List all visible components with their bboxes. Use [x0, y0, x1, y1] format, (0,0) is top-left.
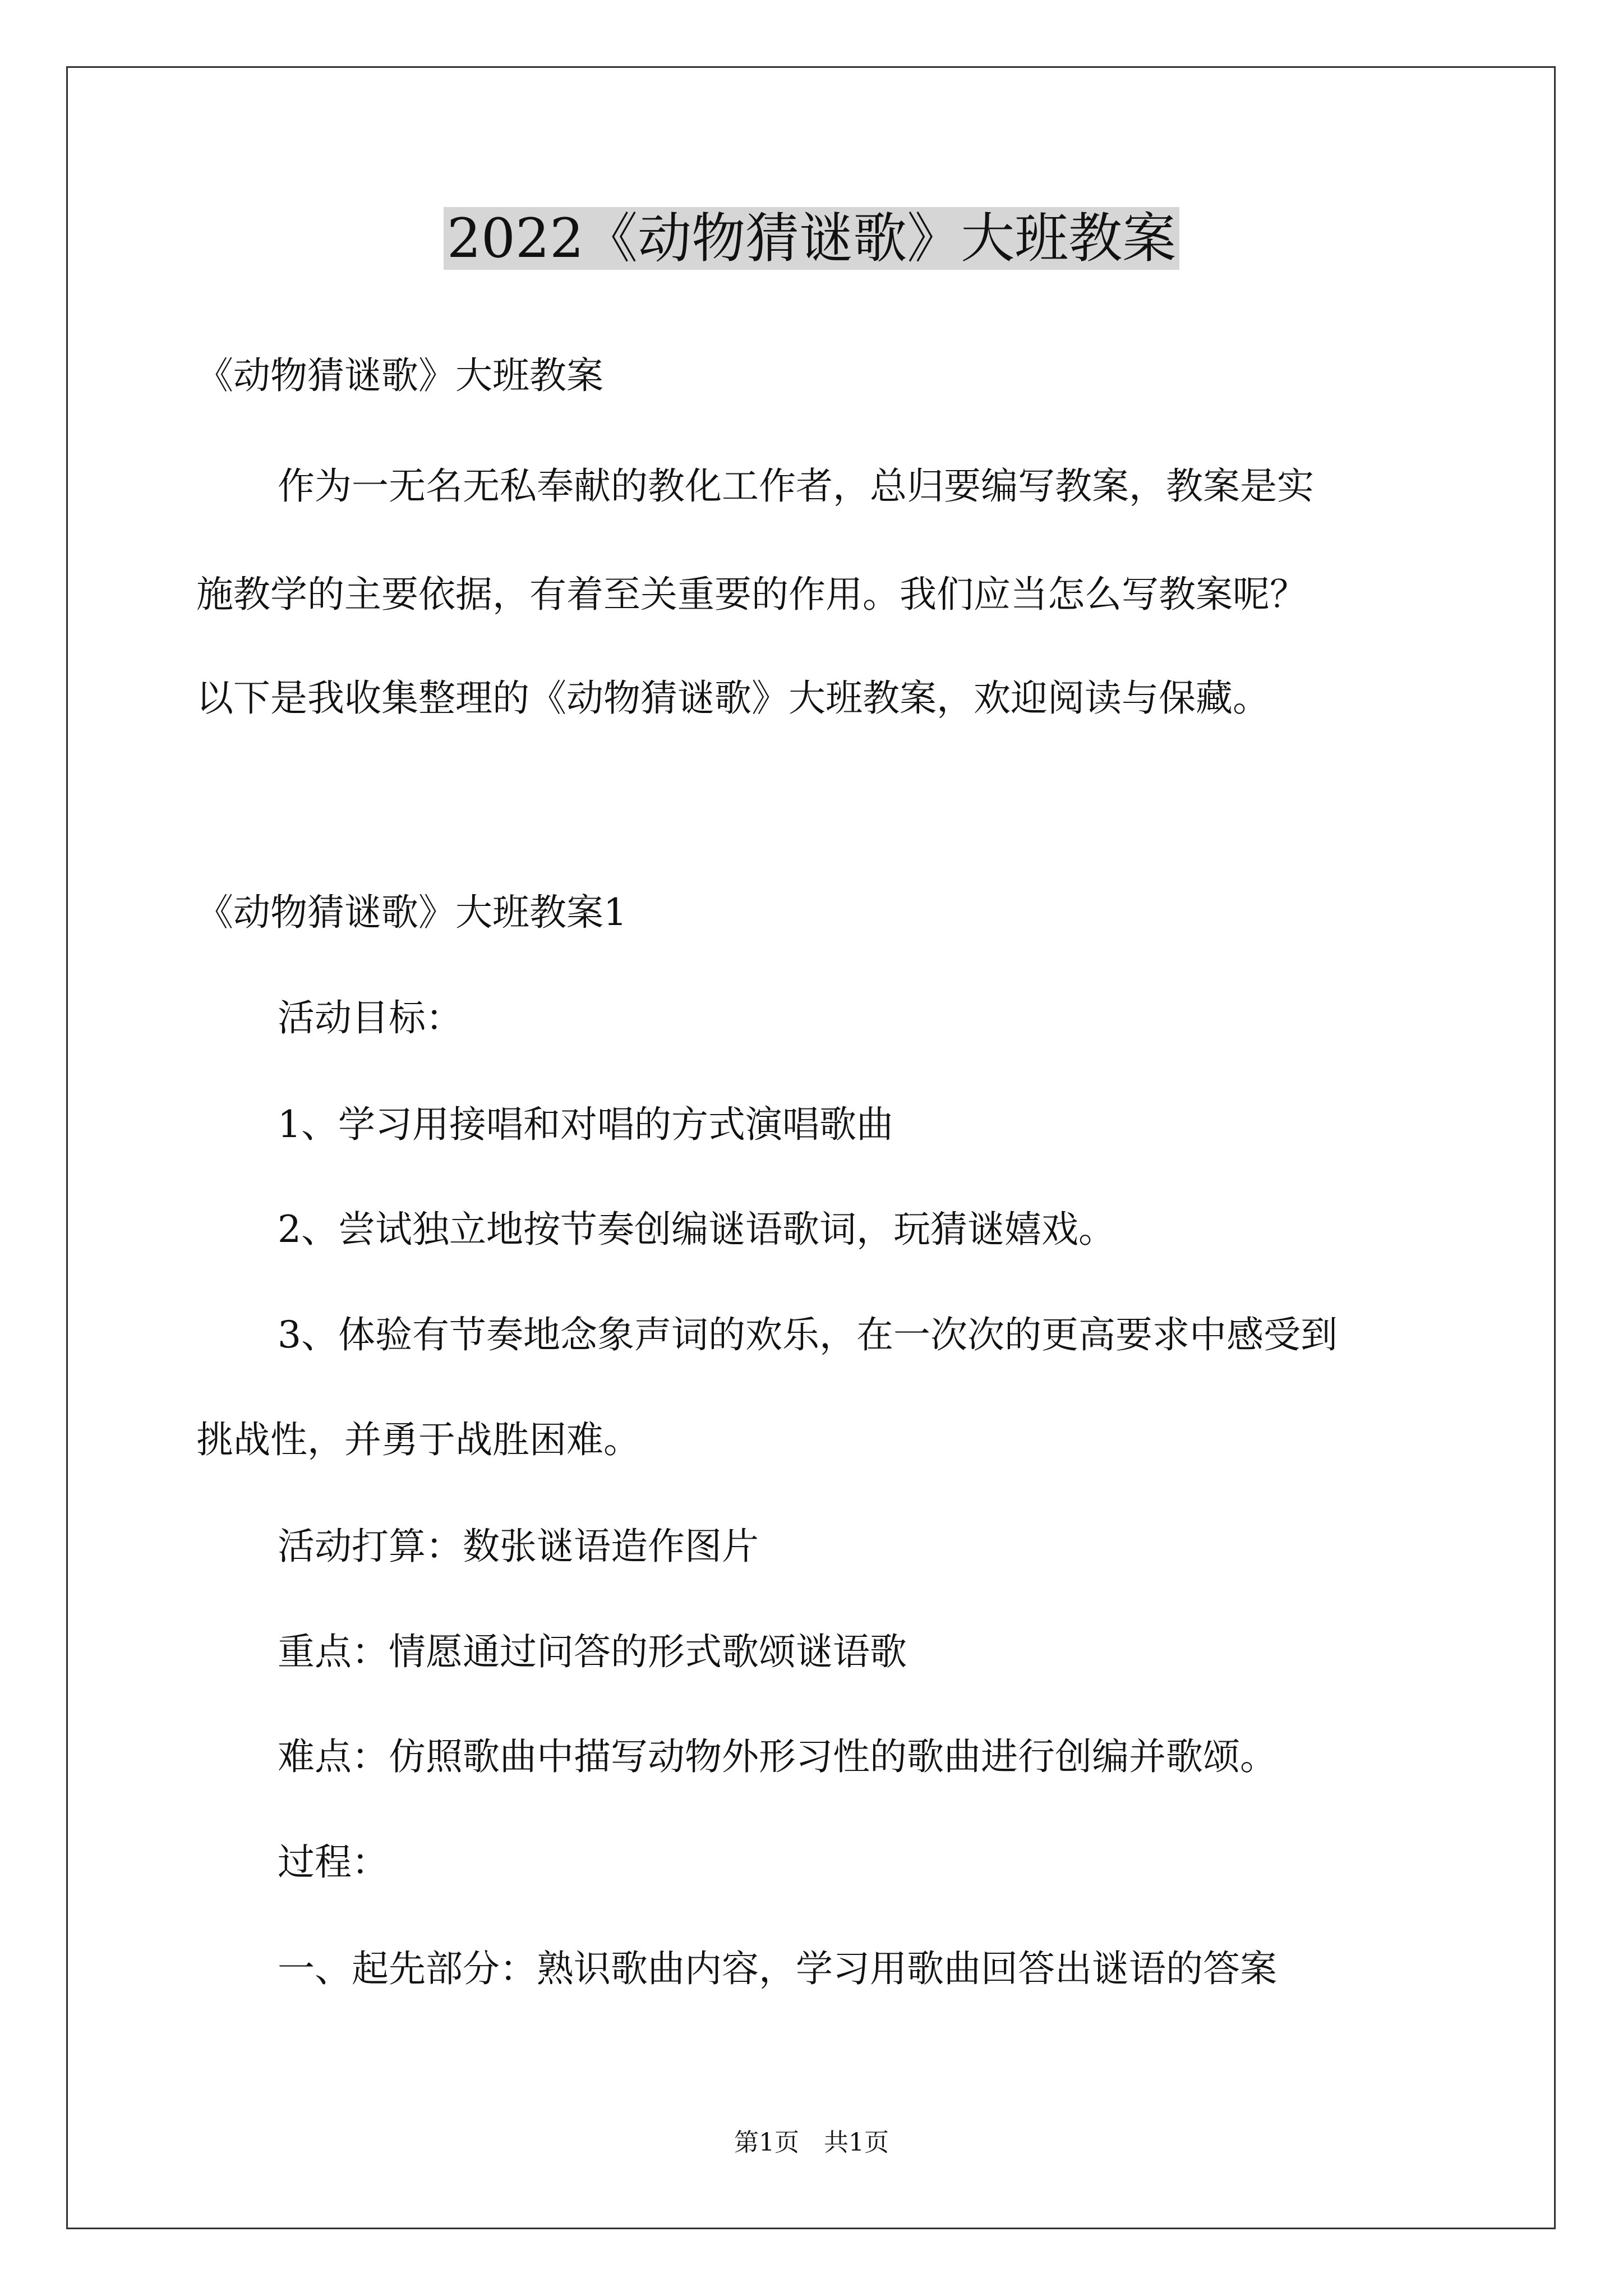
paragraph-preparation: 活动打算：数张谜语造作图片: [278, 1525, 759, 1568]
paragraph-goal-2: 2、尝试独立地按节奏创编谜语歌词，玩猜谜嬉戏。: [278, 1208, 1115, 1251]
document-subtitle: 《动物猜谜歌》大班教案: [196, 354, 603, 397]
paragraph-goal-3: 3、体验有节奏地念象声词的欢乐，在一次次的更高要求中感受到: [278, 1313, 1338, 1356]
paragraph-step-1: 一、起先部分：熟识歌曲内容，学习用歌曲回答出谜语的答案: [278, 1947, 1277, 1990]
document-title: [0, 199, 1623, 278]
paragraph-goal-3-cont: 挑战性，并勇于战胜困难。: [196, 1418, 640, 1461]
section-heading: 《动物猜谜歌》大班教案1: [196, 891, 627, 934]
intro-line-1: 作为一无名无私奉献的教化工作者，总归要编写教案，教案是实: [278, 464, 1314, 508]
page-footer: 第1页 共1页: [734, 2128, 889, 2157]
paragraph-goal-1: 1、学习用接唱和对唱的方式演唱歌曲: [278, 1103, 893, 1146]
paragraph-key-point: 重点：情愿通过问答的形式歌颂谜语歌: [278, 1630, 907, 1673]
document-title-text: 2022《动物猜谜歌》大班教案: [444, 207, 1179, 270]
paragraph-process: 过程：: [278, 1841, 389, 1884]
intro-line-3: 以下是我收集整理的《动物猜谜歌》大班教案，欢迎阅读与保藏。: [196, 677, 1270, 720]
intro-line-2: 施教学的主要依据，有着至关重要的作用。我们应当怎么写教案呢？: [196, 573, 1307, 616]
paragraph-difficulty: 难点：仿照歌曲中描写动物外形习性的歌曲进行创编并歌颂。: [278, 1735, 1277, 1778]
paragraph-activity-goals: 活动目标：: [278, 996, 463, 1039]
